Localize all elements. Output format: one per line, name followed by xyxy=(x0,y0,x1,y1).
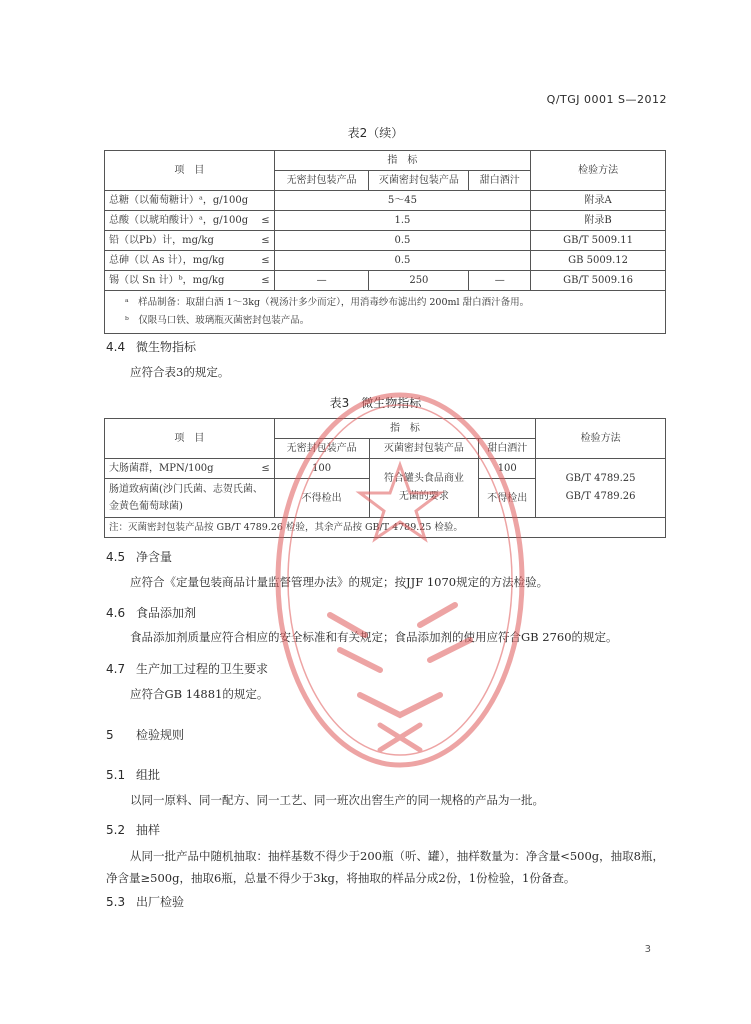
table-row: 总砷（以 As 计），mg/kg ≤ 0.5 GB 5009.12 xyxy=(105,251,666,271)
table3-subcol-unsealed: 无密封包装产品 xyxy=(274,439,369,459)
section-5-heading: 5 检验规则 xyxy=(106,728,185,742)
seal-cross-icon xyxy=(380,725,420,750)
method-pathogen: GB/T 4789.26 xyxy=(565,491,636,502)
method-coliform: GB/T 4789.25 xyxy=(565,473,636,484)
section-4-7-text: 应符合GB 14881的规定。 xyxy=(130,687,269,701)
section-4-7-heading: 4.7 生产加工过程的卫生要求 xyxy=(106,662,269,676)
row-item: 锡（以 Sn 计）ᵇ，mg/kg xyxy=(109,275,225,286)
row-value-unsealed: 100 xyxy=(274,459,369,479)
row-value-unsealed: 不得检出 xyxy=(274,479,369,518)
section-4-6-text: 食品添加剂质量应符合相应的安全标准和有关规定；食品添加剂的使用应符合GB 2760的规定。 xyxy=(130,630,618,644)
table3-col-item: 项 目 xyxy=(105,419,275,459)
table3-col-index: 指 标 xyxy=(274,419,535,439)
row-item: 铅（以Pb）计，mg/kg xyxy=(109,235,214,246)
row-value: 0.5 xyxy=(274,251,531,271)
section-4-6-heading: 4.6 食品添加剂 xyxy=(106,606,197,620)
table-row xyxy=(105,191,666,211)
row-value: 5～45 xyxy=(274,191,531,211)
table3-note: 注：灭菌密封包装产品按 GB/T 4789.26 检验，其余产品按 GB/T 4789.25 检验。 xyxy=(105,518,666,538)
table2-col-index: 指 标 xyxy=(274,151,531,171)
table3-subcol-juice: 甜白酒汁 xyxy=(479,439,536,459)
table3-col-method: 检验方法 xyxy=(536,419,666,459)
section-4-5-text: 应符合《定量包装商品计量监督管理办法》的规定；按JJF 1070规定的方法检验。 xyxy=(130,575,549,589)
row-value-juice: 不得检出 xyxy=(479,479,536,518)
table2-note-a: ᵃ 样品制备：取甜白酒 1～3kg（视汤汁多少而定），用消毒纱布滤出约 200ml 甜白酒汁备用。 xyxy=(125,297,530,308)
section-5-3-heading: 5.3 出厂检验 xyxy=(106,895,185,909)
row-item: 总酸（以琥珀酸计）ᵃ，g/100g xyxy=(109,215,249,226)
table2-note-b: ᵇ 仅限马口铁、玻璃瓶灭菌密封包装产品。 xyxy=(125,315,310,326)
table-row-tin: 锡（以 Sn 计）ᵇ，mg/kg ≤ — 250 — GB/T 5009.16 xyxy=(105,271,666,291)
row-method: GB/T 5009.16 xyxy=(531,271,666,291)
table2-header-row xyxy=(105,151,666,171)
table2-subcol-sterile: 灭菌密封包装产品 xyxy=(369,171,469,191)
table2-notes-row xyxy=(105,291,666,334)
table2-col-method: 检验方法 xyxy=(531,151,666,191)
table3-subcol-sterile: 灭菌密封包装产品 xyxy=(369,439,479,459)
table2-subcol-unsealed: 无密封包装产品 xyxy=(274,171,369,191)
row-value-juice: — xyxy=(469,271,531,291)
table-row: 总酸（以琥珀酸计）ᵃ，g/100g ≤ 1.5 附录B xyxy=(105,211,666,231)
row-value-unsealed: — xyxy=(274,271,369,291)
document-code: Q/TGJ 0001 S—2012 xyxy=(546,93,667,106)
row-value-sterile: 符合罐头食品商业无菌的要求 xyxy=(369,459,479,518)
table-row: 大肠菌群，MPN/100g ≤ 100 符合罐头食品商业无菌的要求 100 GB/T 4789.25 GB/T 4789.26 xyxy=(105,459,666,479)
section-5-1-heading: 5.1 组批 xyxy=(106,768,161,782)
section-4-5-heading: 4.5 净含量 xyxy=(106,550,173,564)
table3-title: 表3 微生物指标 xyxy=(329,396,422,410)
table2-col-item: 项 目 xyxy=(105,151,275,191)
row-method: 附录B xyxy=(531,211,666,231)
row-value-juice: 100 xyxy=(479,459,536,479)
row-method: 附录A xyxy=(531,191,666,211)
row-method: GB 5009.12 xyxy=(531,251,666,271)
table3-note-row xyxy=(105,518,666,538)
section-4-4-text: 应符合表3的规定。 xyxy=(130,365,230,379)
table3 xyxy=(104,418,666,538)
table2-subcol-juice: 甜白酒汁 xyxy=(469,171,531,191)
section-5-2-text: 从同一批产品中随机抽取：抽样基数不得少于200瓶（听、罐），抽样数量为：净含量<500g，抽取8瓶，净含量≥500g，抽取6瓶，总量不得少于3kg，将抽取的样品分成2份，1份检验，1份备查。 xyxy=(106,849,664,885)
row-item: 总砷（以 As 计），mg/kg xyxy=(109,255,225,266)
page-number: 3 xyxy=(644,944,651,955)
table3-methods xyxy=(536,459,666,518)
row-method: GB/T 5009.11 xyxy=(531,231,666,251)
table2-title: 表2（续） xyxy=(347,126,404,140)
row-value: 0.5 xyxy=(274,231,531,251)
section-4-4-heading: 4.4 微生物指标 xyxy=(106,340,197,354)
row-value: 1.5 xyxy=(274,211,531,231)
row-item: 肠道致病菌(沙门氏菌、志贺氏菌、金黄色葡萄球菌) xyxy=(105,479,275,518)
section-5-2-heading: 5.2 抽样 xyxy=(106,823,161,837)
table-row: 铅（以Pb）计，mg/kg ≤ 0.5 GB/T 5009.11 xyxy=(105,231,666,251)
row-item: 大肠菌群，MPN/100g xyxy=(109,463,214,474)
table2 xyxy=(104,150,666,334)
row-value-sterile: 250 xyxy=(369,271,469,291)
section-5-1-text: 以同一原料、同一配方、同一工艺、同一班次出窖生产的同一规格的产品为一批。 xyxy=(130,793,544,807)
row-item: 总糖（以葡萄糖计）ᵃ，g/100g xyxy=(109,195,249,206)
table3-header-row xyxy=(105,419,666,439)
